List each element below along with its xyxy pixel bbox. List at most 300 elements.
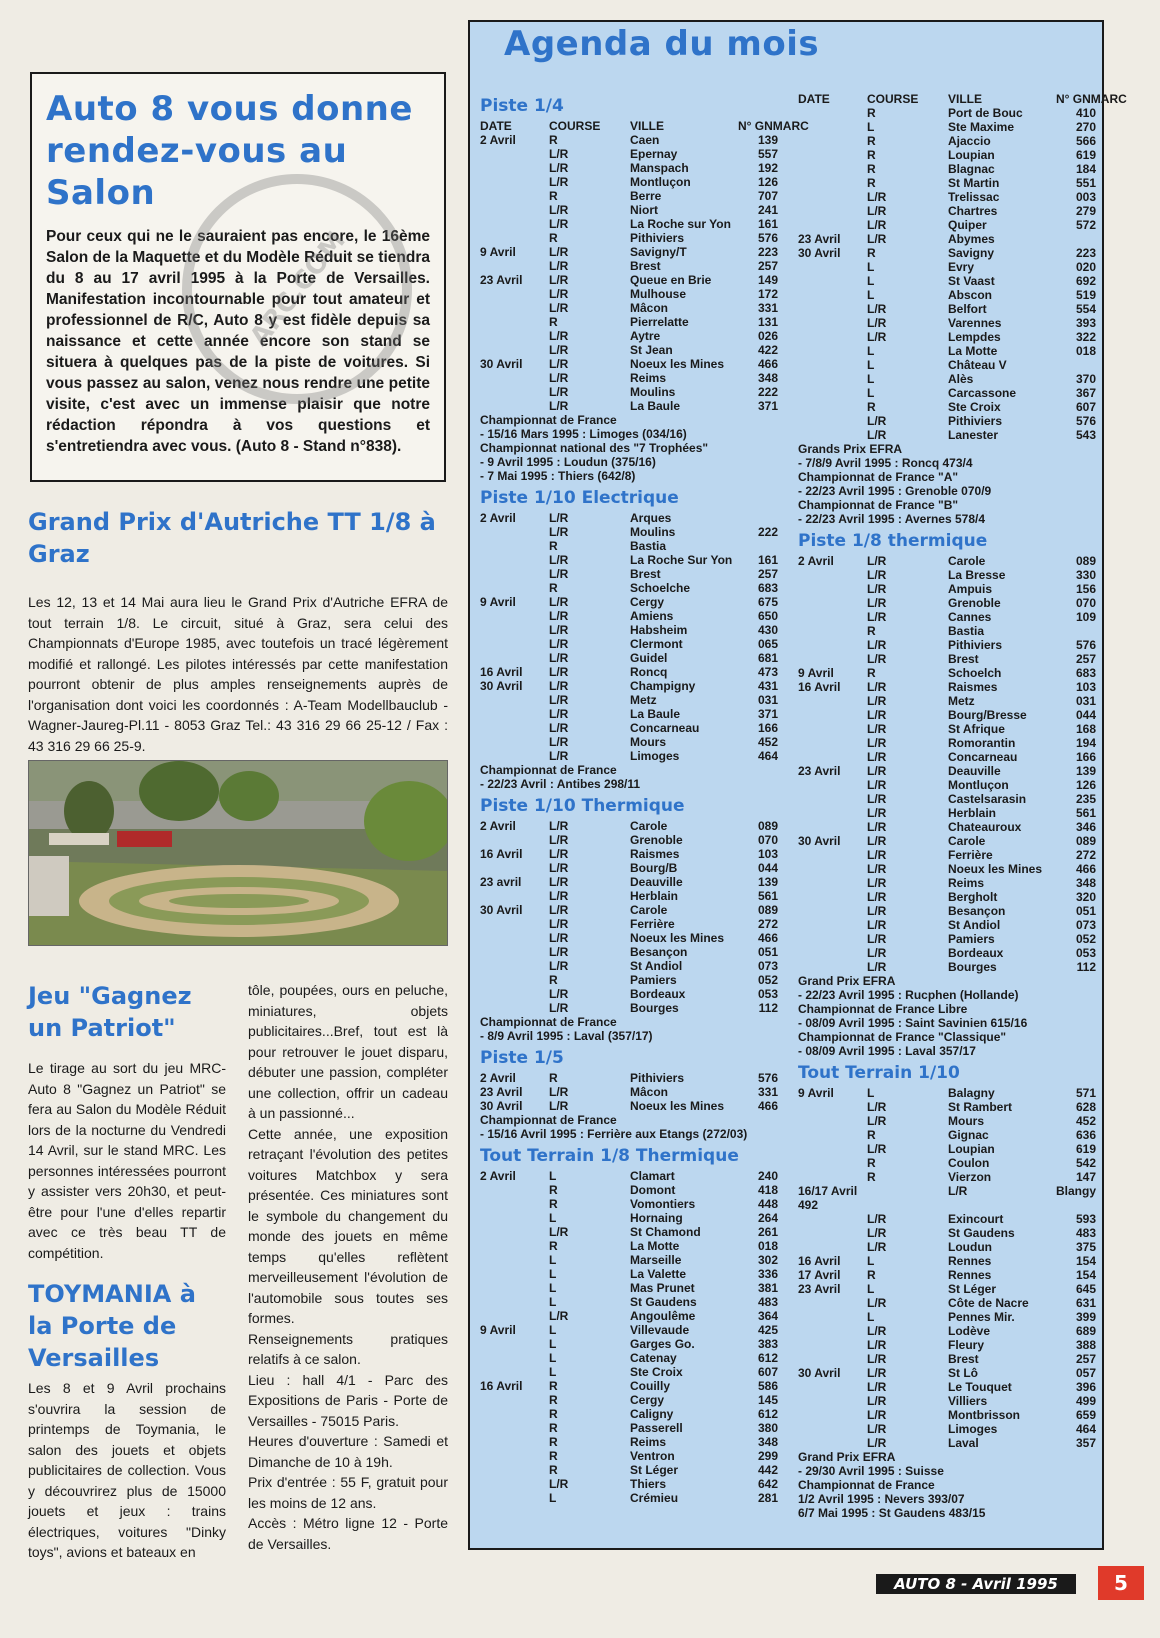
agenda-row [798,1296,1098,1310]
row-num [1056,358,1096,372]
row-course: L [549,1365,557,1379]
row-date [798,1212,867,1226]
row-num: 168 [1075,722,1096,736]
row-date [798,1408,867,1422]
agenda-note: - 7/8/9 Avril 1995 : Roncq 473/4 [798,456,973,470]
magazine-footer: AUTO 8 - Avril 1995 [876,1574,1076,1594]
row-ville: La Motte [630,1239,680,1253]
row-course: R [549,1407,558,1421]
agenda-row [798,1156,1098,1170]
row-date [480,259,549,273]
row-date [480,1211,549,1225]
toymania-continued [248,980,448,1554]
toymania-body-3: Cette année, une exposition retraçant l'évolution des petites voitures Matchbox y sera présentée. Ces miniatures sont le symbole du changement du monde des jouets en même temps qu'elles reflètent merveilleusement l'évolution de l'automobile sous toutes ses formes. [248,1125,448,1326]
row-ville: Brest [630,567,661,581]
agenda-row [480,539,780,553]
agenda-row [480,819,780,833]
row-ville: Bastia [630,539,667,553]
row-course: L/R [867,414,887,428]
agenda-row [798,582,1098,596]
row-course: L/R [867,918,887,932]
row-course: R [549,1449,558,1463]
agenda-row [798,848,1098,862]
row-ville: Schoelch [948,666,1002,680]
row-ville: Schoelche [630,581,691,595]
row-date [798,358,867,372]
row-course: L/R [549,1477,569,1491]
row-ville: Ste Croix [948,400,1001,414]
row-num: 612 [757,1351,778,1365]
row-date [480,203,549,217]
row-ville: Rennes [948,1268,992,1282]
row-num: 044 [1075,708,1096,722]
row-date: 23 Avril [798,764,841,778]
row-num: 112 [1076,960,1096,974]
row-date: 16 Avril [798,1254,841,1268]
row-num: 320 [1075,890,1096,904]
row-num: 452 [1075,1114,1096,1128]
row-course: L [549,1351,557,1365]
row-ville: St Gaudens [630,1295,697,1309]
row-course: L/R [867,1380,887,1394]
row-num: 576 [1075,414,1096,428]
row-num: 566 [1075,134,1096,148]
row-ville: Pithiviers [948,414,1003,428]
agenda-row [798,960,1098,974]
row-date [480,301,549,315]
agenda-row [798,414,1098,428]
row-num: 576 [757,1071,778,1085]
row-course: L/R [867,890,887,904]
agenda-row [798,1198,1098,1212]
row-num: 689 [1075,1324,1096,1338]
row-date [480,1295,549,1309]
row-ville: Caligny [630,1407,674,1421]
row-course: L/R [549,1085,569,1099]
row-date [798,176,867,190]
agenda-section-title: Piste 1/10 Electrique [480,488,679,508]
header-date: DATE [798,92,830,106]
row-num: 003 [1075,190,1096,204]
row-ville: Pamiers [630,973,677,987]
row-date [480,931,549,945]
row-course: L/R [867,708,887,722]
agenda-row [480,973,780,987]
agenda-note: Championnat de France Libre [798,1002,968,1016]
agenda-row [798,274,1098,288]
row-ville: Loupian [948,148,995,162]
row-ville: Bourg/B [630,861,678,875]
row-ville: Villiers [948,1394,988,1408]
agenda-note: Grands Prix EFRA [798,442,903,456]
row-course: L/R [549,273,569,287]
row-num: 070 [1075,596,1096,610]
agenda-row [480,147,780,161]
agenda-row [798,106,1098,120]
row-num: 018 [1075,344,1096,358]
agenda-row [798,932,1098,946]
row-date [798,904,867,918]
agenda-row [798,736,1098,750]
agenda-row [480,315,780,329]
agenda-row [798,792,1098,806]
row-ville: Mâcon [630,1085,669,1099]
agenda-row [798,946,1098,960]
agenda-row [798,386,1098,400]
row-num: 364 [757,1309,778,1323]
row-course: L/R [867,596,887,610]
row-course: L/R [867,610,887,624]
row-date [798,400,867,414]
row-course: L/R [867,582,887,596]
track-photo [28,760,448,946]
row-date [798,806,867,820]
agenda-row [480,553,780,567]
row-course: R [867,246,876,260]
row-date [798,1352,867,1366]
row-ville: Caen [630,133,660,147]
row-course: R [549,1435,558,1449]
agenda-row [798,302,1098,316]
agenda-row [480,1463,780,1477]
row-ville: St Andiol [948,918,1001,932]
row-course: R [549,973,558,987]
row-num [738,539,778,553]
row-course: R [867,134,876,148]
row-num: 026 [757,329,778,343]
row-ville: Carole [630,819,668,833]
row-num: 571 [1075,1086,1096,1100]
row-course: R [549,189,558,203]
agenda-row [798,1100,1098,1114]
row-ville: Mas Prunet [630,1281,695,1295]
row-num: 396 [1075,1380,1096,1394]
agenda-section [480,795,780,1043]
agenda-title: Agenda du mois [504,24,820,64]
row-ville: Loupian [948,1142,995,1156]
row-course: R [867,148,876,162]
salon-body: Pour ceux qui ne le sauraient pas encore, le 16ème Salon de la Maquette et du Modèle Réduit se tiendra du 8 au 17 avril 1995 à la Porte de Versailles. Manifestation incontournable pour tout amateur et professionnel de R/C, Auto 8 y est fidèle depuis sa naissance et cette année encore son stand se situera à quelques pas de la piste de voitures. Si vous passez au salon, venez nous rendre une petite visite, c'est avec un immense plaisir que notre rédaction répondra à vos questions et s'entretiendra avec vous. (Auto 8 - Stand n°838). [46,228,430,455]
row-num: 442 [757,1463,778,1477]
row-course: L/R [867,778,887,792]
row-date: 17 Avril [798,1268,841,1282]
row-num: 375 [1075,1240,1096,1254]
row-course: L/R [867,204,887,218]
agenda-row [480,1421,780,1435]
agenda-row [480,609,780,623]
agenda-row [480,1253,780,1267]
header-ville: VILLE [948,92,983,106]
row-ville: Balagny [948,1086,995,1100]
row-date: 2 Avril [480,1071,516,1085]
agenda-row [480,329,780,343]
row-date: 23 Avril [798,1282,841,1296]
row-ville: Exincourt [948,1212,1004,1226]
row-course: L/R [549,903,569,917]
row-ville: Chartres [948,204,998,218]
agenda-row [480,231,780,245]
row-ville: Aytre [630,329,661,343]
agenda-row [480,1477,780,1491]
agenda-row [480,567,780,581]
row-ville: Deauville [630,875,683,889]
agenda-row [798,260,1098,274]
row-course: L/R [867,218,887,232]
row-date [480,1449,549,1463]
row-num: 322 [1075,330,1096,344]
row-course: L/R [867,904,887,918]
row-ville: La Bresse [948,568,1006,582]
agenda-row [798,918,1098,932]
agenda-row [480,1337,780,1351]
row-num: 051 [1075,904,1096,918]
row-date: 30 Avril [480,679,523,693]
row-num [1056,1198,1096,1212]
row-ville: Queue en Brie [630,273,712,287]
agenda-row [480,735,780,749]
row-num: 431 [757,679,778,693]
agenda-note: 1/2 Avril 1995 : Nevers 393/07 [798,1492,965,1506]
agenda-section [480,95,809,483]
agenda-row [480,1295,780,1309]
row-ville: Concarneau [630,721,700,735]
row-num: 052 [757,973,778,987]
row-ville: Ajaccio [948,134,991,148]
row-num: 551 [1075,176,1096,190]
row-date [798,1338,867,1352]
agenda-row [798,190,1098,204]
toymania-body-8: Accès : Métro ligne 12 - Porte de Versailles. [248,1515,448,1552]
row-date [798,1422,867,1436]
agenda-section-title: Piste 1/10 Thermique [480,796,685,816]
row-ville: Quiper [948,218,987,232]
agenda-section-title: Piste 1/5 [480,1048,564,1068]
row-num: 222 [757,385,778,399]
agenda-row [480,623,780,637]
row-course: L [867,1086,875,1100]
agenda-row [798,344,1098,358]
agenda-row [480,833,780,847]
row-date [480,735,549,749]
row-date [798,1380,867,1394]
row-course: L/R [549,525,569,539]
row-num: 683 [1075,666,1096,680]
agenda-row [798,862,1098,876]
agenda-row [798,1282,1098,1296]
row-date: 30 Avril [798,834,841,848]
agenda-header-row [798,92,1127,106]
row-date: 9 Avril [480,1323,516,1337]
row-num: 388 [1075,1338,1096,1352]
row-ville: Bordeaux [948,946,1004,960]
row-course: L/R [867,1226,887,1240]
agenda-row [798,1394,1098,1408]
row-date [480,525,549,539]
header-course: COURSE [867,92,919,106]
row-date: 2 Avril [480,133,516,147]
agenda-note: - 22/23 Avril : Antibes 298/11 [480,777,641,791]
row-ville: Raismes [630,847,680,861]
row-num: 348 [757,1435,778,1449]
row-ville: St Martin [948,176,1000,190]
row-date [798,624,867,638]
agenda-row [480,861,780,875]
row-ville: Blagnac [948,162,995,176]
row-course: L/R [867,806,887,820]
jeu-body: Le tirage au sort du jeu MRC-Auto 8 "Gagnez un Patriot" se fera au Salon du Modèle Réduit lors de la nocturne du Vendredi 14 Avril, sur le stand MRC. Les personnes intéressées pourront y assister vers 20h30, et peut-être pour l'une d'elles repartir avec ce très beau TT de compétition. [28,1060,226,1261]
row-ville: Epernay [630,147,678,161]
row-course: L/R [867,428,887,442]
row-course: R [867,400,876,414]
row-ville: Mours [948,1114,984,1128]
row-ville: Bordeaux [630,987,686,1001]
row-num: 257 [1075,1352,1096,1366]
row-date [480,553,549,567]
row-ville: St Léger [630,1463,679,1477]
row-course: L/R [867,1436,887,1450]
agenda-row [480,1183,780,1197]
header-num: N° GNMARC [738,119,809,133]
header-num: N° GNMARC [1056,92,1127,106]
agenda-section-title: Tout Terrain 1/8 Thermique [480,1146,739,1166]
row-ville: Passerell [630,1421,683,1435]
agenda-row [798,1240,1098,1254]
agenda-row [480,287,780,301]
agenda-row [798,232,1098,246]
row-date [798,428,867,442]
row-ville: Concarneau [948,750,1018,764]
row-ville: Noeux les Mines [630,357,725,371]
agenda-row [798,1114,1098,1128]
row-course: L/R [867,1100,887,1114]
row-num: 336 [757,1267,778,1281]
row-num: 586 [757,1379,778,1393]
row-course: R [867,666,876,680]
agenda-row [480,1225,780,1239]
row-ville: Port de Bouc [948,106,1023,120]
row-ville: Côte de Nacre [948,1296,1029,1310]
row-ville: Clamart [630,1169,675,1183]
row-date [480,1421,549,1435]
row-num [738,511,778,525]
row-date [480,917,549,931]
row-num: 381 [757,1281,778,1295]
agenda-row [480,301,780,315]
row-course: L/R [867,1366,887,1380]
agenda-row [798,890,1098,904]
agenda-note: Championnat de France [798,1478,935,1492]
row-date [798,638,867,652]
agenda-row [480,1001,780,1015]
row-course: R [549,1183,558,1197]
row-date [480,1393,549,1407]
row-num: 241 [757,203,778,217]
row-num: 089 [757,903,778,917]
row-num: 642 [757,1477,778,1491]
row-date [480,287,549,301]
agenda-row [798,1422,1098,1436]
row-date [798,1324,867,1338]
row-ville: Ventron [630,1449,675,1463]
agenda-row [480,1491,780,1505]
row-num: 367 [1075,386,1096,400]
row-num: 281 [757,1491,778,1505]
row-num: 418 [757,1183,778,1197]
row-date [480,1239,549,1253]
row-date [480,1435,549,1449]
row-num: 519 [1075,288,1096,302]
row-num: 031 [757,693,778,707]
row-ville: Metz [630,693,657,707]
row-ville: Loudun [948,1240,992,1254]
row-num: 425 [757,1323,778,1337]
row-course: L/R [549,203,569,217]
row-ville: Hornaing [630,1211,683,1225]
row-course: L [867,1282,875,1296]
row-course: L/R [549,329,569,343]
row-course: L/R [549,385,569,399]
row-ville: Alès [948,372,974,386]
row-course: L/R [549,875,569,889]
row-num: 018 [757,1239,778,1253]
agenda-row [480,1365,780,1379]
agenda-row [798,246,1098,260]
agenda-note: - 15/16 Mars 1995 : Limoges (034/16) [480,427,687,441]
row-course: R [867,624,876,638]
salon-title: Auto 8 vous donne rendez-vous au Salon [46,89,413,213]
row-date: 30 Avril [798,1366,841,1380]
row-date [798,876,867,890]
row-course: L/R [549,721,569,735]
row-ville: St Chamond [630,1225,701,1239]
row-num: 572 [1075,218,1096,232]
row-course: L/R [549,945,569,959]
row-ville: Besançon [630,945,688,959]
row-num: 619 [1075,1142,1096,1156]
row-num: 607 [1075,400,1096,414]
agenda-row [798,288,1098,302]
row-course: L/R [549,343,569,357]
row-date [798,218,867,232]
row-course: L/R [867,834,887,848]
row-ville: Abymes [948,232,995,246]
row-num: 264 [757,1211,778,1225]
row-num: 464 [1075,1422,1096,1436]
row-date [798,288,867,302]
row-course: L/R [867,960,887,974]
row-ville: Mulhouse [630,287,686,301]
row-date: 23 Avril [480,273,523,287]
row-date [480,987,549,1001]
row-course: L [867,1310,875,1324]
row-ville: St Afrique [948,722,1005,736]
agenda-row [798,162,1098,176]
row-ville: Limoges [948,1422,998,1436]
header-date: DATE [480,119,512,133]
row-num: 370 [1075,372,1096,386]
row-num: 161 [757,553,778,567]
row-ville: Moulins [630,385,676,399]
agenda-row [480,1099,780,1113]
row-date [480,749,549,763]
row-course: R [549,1071,558,1085]
row-num: 257 [757,259,778,273]
agenda-row [798,554,1098,568]
row-course: L/R [867,764,887,778]
row-course: L/R [867,1352,887,1366]
row-date: 2 Avril [798,554,834,568]
row-ville: Savigny/T [630,245,687,259]
